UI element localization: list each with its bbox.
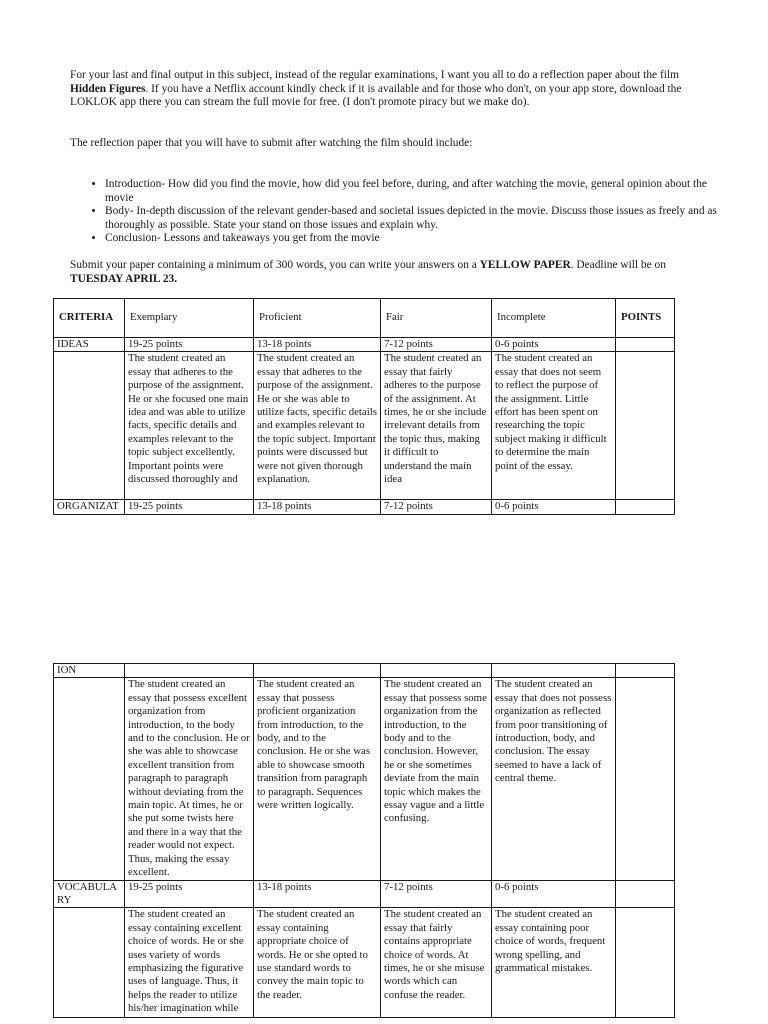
points-cell [616,664,675,678]
points-cell [616,908,675,1018]
points-range: 7-12 points [381,500,492,514]
table-row [54,352,675,500]
points-range: 7-12 points [381,880,492,908]
table-row [54,500,675,514]
points-range: 19-25 points [125,338,254,352]
list-item: • Conclusion- Lessons and takeaways you get from the movie [105,232,735,246]
points-range: 13-18 points [254,500,381,514]
requirements-list [70,178,735,246]
criteria-description: The student created an essay that possess proficient organization from introduction, to the body, and to the conclusion. He or she was able to showcase smooth transition from paragraph to paragraph. Sequences were written logically. [254,678,381,880]
film-title: Hidden Figures [70,82,146,95]
table-row [54,664,675,678]
criteria-description: The student created an essay that fairly contains appropriate choice of words. At times, he or she misuse words which can confuse the reader. [381,908,492,1018]
fair-header: Fair [381,299,492,338]
points-range: 13-18 points [254,338,381,352]
requirements-intro: The reflection paper that you will have to submit after watching the film should include: [70,137,473,149]
deadline: TUESDAY APRIL 23. [70,272,178,285]
criteria-description: The student created an essay that does not seem to reflect the purpose of the assignment. Little effort has been spent on researching the topic subject making it difficult to determine the main point of the essay. [492,352,616,500]
paper-type: YELLOW PAPER [479,259,571,271]
instructions-text-cont: . If you have a Netflix account kindly check if it is available and for those who don't, on your app store, download the LOKLOK app there you can stream the full movie for free. (I don't promote piracy but we make do). [70,82,682,109]
points-range: 0-6 points [492,500,616,514]
list-item: • Body- In-depth discussion of the relevant gender-based and societal issues depicted in the movie. Discuss those issues as freely and as thoroughly as possible. State your stand on those issues and explain why. [105,205,735,232]
submission-text: Submit your paper containing a minimum of 300 words, you can write your answers on a [70,259,480,271]
points-cell [616,500,675,514]
table-row [54,880,675,908]
criteria-label [54,352,125,500]
table-row [54,338,675,352]
rubric-table [53,298,675,515]
points-range: 19-25 points [125,880,254,908]
points-cell [616,338,675,352]
points-cell [616,678,675,880]
submission-paragraph [70,259,710,286]
points-range: 13-18 points [254,880,381,908]
criteria-description: The student created an essay containing excellent choice of words. He or she uses variety of words emphasizing the figurative uses of language. Thus, it helps the reader to utilize his/her imagination while [125,908,254,1018]
proficient-header: Proficient [254,299,381,338]
criteria-description: The student created an essay that does not possess organization as reflected from poor transitioning of introduction, body, and conclusion. The essay seemed to have a lack of central theme. [492,678,616,880]
criteria-label: VOCABULA RY [54,880,125,908]
criteria-description: The student created an essay containing appropriate choice of words. He or she opted to use standard words to convey the main topic to the reader. [254,908,381,1018]
criteria-label: ION [54,664,125,678]
points-range: 0-6 points [492,880,616,908]
criteria-description: The student created an essay that adheres to the purpose of the assignment. He or she focused one main idea and was able to utilize facts, specific details and examples relevant to the topic subject excellently. Important points were discussed thoroughly and [125,352,254,500]
criteria-label: ORGANIZAT [54,500,125,514]
table-row [54,908,675,1018]
points-range: 19-25 points [125,500,254,514]
criteria-description: The student created an essay that adheres to the purpose of the assignment. He or she was able to utilize facts, specific details and examples relevant to the topic subject. Important points were discussed but were not given thorough explanation. [254,352,381,500]
points-range: 0-6 points [492,338,616,352]
points-cell [616,352,675,500]
criteria-description: The student created an essay that fairly adheres to the purpose of the assignment. At times, he or she include irrelevant details from the topic thus, making it difficult to understand the main idea [381,352,492,500]
points-cell [616,880,675,908]
rubric-table-continued [53,663,675,1018]
points-range: 7-12 points [381,338,492,352]
table-row [54,678,675,880]
criteria-description: The student created an essay containing poor choice of words, frequent wrong spelling, and grammatical mistakes. [492,908,616,1018]
submission-text-cont: . Deadline will be on [570,259,666,271]
table-header-row [54,299,675,338]
criteria-label [54,908,125,1018]
instructions-text: For your last and final output in this subject, instead of the regular examinations, I want you all to do a reflection paper about the film [70,69,679,81]
exemplary-header: Exemplary [125,299,254,338]
criteria-label [54,678,125,880]
criteria-label: IDEAS [54,338,125,352]
criteria-description: The student created an essay that possess excellent organization from introduction, to the body and to the conclusion. He or she was able to showcase excellent transition from paragraph to paragraph without deviating from the main topic. At times, he or she put some twists here and there in a way that the reader would not expect. Thus, making the essay excellent. [125,678,254,880]
criteria-header: CRITERIA [54,299,125,338]
list-item: • Introduction- How did you find the movie, how did you feel before, during, and after watching the movie, general opinion about the movie [105,178,735,205]
instructions-paragraph [70,69,700,110]
incomplete-header: Incomplete [492,299,616,338]
points-header: POINTS [616,299,675,338]
criteria-description: The student created an essay that possess some organization from the introduction, to the body and to the conclusion. However, he or she sometimes deviate from the main topic which makes the essay vague and a little confusing. [381,678,492,880]
